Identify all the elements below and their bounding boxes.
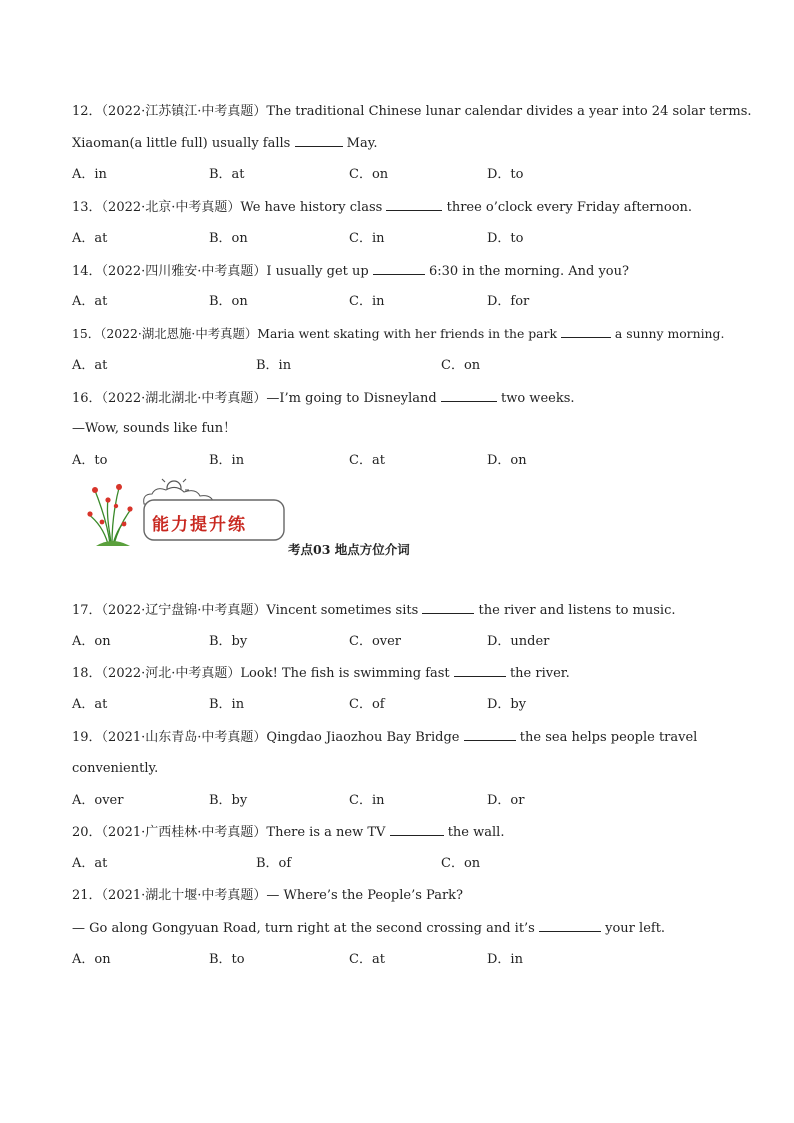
question-number: 12． — [72, 104, 102, 119]
question-number: 21． — [72, 888, 102, 903]
question-text: — Go along Gongyuan Road, turn right at the second crossing and it’s — [72, 921, 535, 936]
question-14 — [72, 262, 629, 281]
option-d[interactable]: D．on — [487, 453, 527, 468]
answer-blank — [386, 198, 442, 211]
question-source: （2021·湖北十堰·中考真题） — [101, 888, 267, 903]
question-text: the wall. — [447, 825, 505, 840]
ability-improvement-banner — [86, 478, 286, 550]
question-19 — [72, 728, 697, 747]
question-18 — [72, 664, 570, 683]
question-source: （2022·湖北湖北·中考真题） — [101, 391, 267, 406]
question-13 — [72, 198, 692, 217]
option-b[interactable]: B．on — [209, 231, 248, 246]
option-d[interactable]: D．or — [487, 793, 525, 808]
option-b[interactable]: B．in — [256, 358, 292, 373]
question-text: —I’m going to Disneyland — [266, 391, 437, 406]
question-text: a sunny morning. — [614, 326, 725, 341]
question-text: — Where’s the People’s Park? — [266, 888, 463, 903]
question-text: three o’clock every Friday afternoon. — [446, 200, 693, 215]
question-text: Maria went skating with her friends in the park — [257, 326, 557, 341]
option-a[interactable]: A．at — [72, 231, 108, 246]
question-number: 17． — [72, 603, 102, 618]
question-source: （2021·山东青岛·中考真题） — [101, 730, 267, 745]
option-c[interactable]: C．at — [349, 952, 385, 967]
answer-blank — [464, 728, 516, 741]
option-c[interactable]: C．of — [349, 697, 385, 712]
answer-blank — [390, 823, 444, 836]
question-text: We have history class — [240, 200, 383, 215]
question-12-line2 — [72, 134, 377, 153]
question-source: （2022·河北·中考真题） — [101, 666, 241, 681]
question-text: your left. — [605, 921, 666, 936]
option-d[interactable]: D．to — [487, 231, 524, 246]
option-a[interactable]: A．on — [72, 952, 111, 967]
question-text: 6:30 in the morning. And you? — [428, 264, 629, 279]
answer-blank — [422, 601, 474, 614]
option-b[interactable]: B．to — [209, 952, 245, 967]
option-a[interactable]: A．at — [72, 856, 108, 871]
question-16 — [72, 389, 575, 408]
option-c[interactable]: C．in — [349, 294, 385, 309]
answer-blank — [295, 134, 343, 147]
answer-blank — [561, 325, 611, 338]
option-a[interactable]: A．at — [72, 697, 108, 712]
option-c[interactable]: C．at — [349, 453, 385, 468]
question-source: （2022·江苏镇江·中考真题） — [101, 104, 267, 119]
question-source: （2022·辽宁盘锦·中考真题） — [101, 603, 267, 618]
option-c[interactable]: C．in — [349, 231, 385, 246]
option-b[interactable]: B．of — [256, 856, 292, 871]
option-b[interactable]: B．by — [209, 793, 248, 808]
option-a[interactable]: A．at — [72, 294, 108, 309]
option-a[interactable]: A．at — [72, 358, 108, 373]
option-b[interactable]: B．in — [209, 453, 245, 468]
option-d[interactable]: D．in — [487, 952, 523, 967]
question-21 — [72, 887, 463, 905]
question-number: 14． — [72, 264, 102, 279]
question-text: The traditional Chinese lunar calendar divides a year into 24 solar terms. — [266, 104, 752, 119]
option-c[interactable]: C．in — [349, 793, 385, 808]
question-number: 15． — [72, 326, 101, 341]
answer-blank — [373, 262, 425, 275]
option-d[interactable]: D．to — [487, 167, 524, 182]
question-text: I usually get up — [266, 264, 369, 279]
question-text: Xiaoman(a little full) usually falls — [72, 136, 291, 151]
question-source: （2022·四川雅安·中考真题） — [101, 264, 267, 279]
option-a[interactable]: A．over — [72, 793, 124, 808]
question-text: May. — [346, 136, 378, 151]
option-c[interactable]: C．over — [349, 634, 402, 649]
option-b[interactable]: B．at — [209, 167, 245, 182]
option-a[interactable]: A．to — [72, 453, 108, 468]
option-d[interactable]: D．by — [487, 697, 527, 712]
question-source: （2022·湖北恩施·中考真题） — [100, 326, 258, 341]
section-title: 考点03 地点方位介词 — [288, 542, 410, 557]
question-number: 18． — [72, 666, 102, 681]
question-source: （2021·广西桂林·中考真题） — [101, 825, 267, 840]
question-19-line2: conveniently. — [72, 761, 159, 776]
question-17 — [72, 601, 676, 620]
question-20 — [72, 823, 504, 842]
option-b[interactable]: B．by — [209, 634, 248, 649]
question-21-line2 — [72, 919, 665, 938]
question-15 — [72, 325, 724, 343]
answer-blank — [454, 664, 506, 677]
question-text: the river. — [509, 666, 570, 681]
option-b[interactable]: B．in — [209, 697, 245, 712]
option-b[interactable]: B．on — [209, 294, 248, 309]
question-text: the sea helps people travel — [519, 730, 698, 745]
option-c[interactable]: C．on — [349, 167, 389, 182]
option-d[interactable]: D．for — [487, 294, 530, 309]
question-number: 13． — [72, 200, 102, 215]
answer-blank — [441, 389, 497, 402]
question-16-reply: —Wow, sounds like fun！ — [72, 421, 237, 436]
question-text: the river and listens to music. — [478, 603, 676, 618]
question-number: 19． — [72, 730, 102, 745]
question-text: two weeks. — [501, 391, 575, 406]
question-text: There is a new TV — [266, 825, 386, 840]
question-text: Look! The fish is swimming fast — [240, 666, 450, 681]
question-text: Qingdao Jiaozhou Bay Bridge — [266, 730, 460, 745]
question-number: 20． — [72, 825, 102, 840]
answer-blank — [539, 919, 601, 932]
option-c[interactable]: C．on — [441, 358, 481, 373]
question-text: Vincent sometimes sits — [266, 603, 419, 618]
option-d[interactable]: D．under — [487, 634, 550, 649]
banner-label: 能力提升练 — [152, 515, 247, 535]
question-12 — [72, 103, 752, 121]
option-a[interactable]: A．in — [72, 167, 107, 182]
question-source: （2022·北京·中考真题） — [101, 200, 241, 215]
option-c[interactable]: C．on — [441, 856, 481, 871]
option-a[interactable]: A．on — [72, 634, 111, 649]
question-number: 16． — [72, 391, 102, 406]
